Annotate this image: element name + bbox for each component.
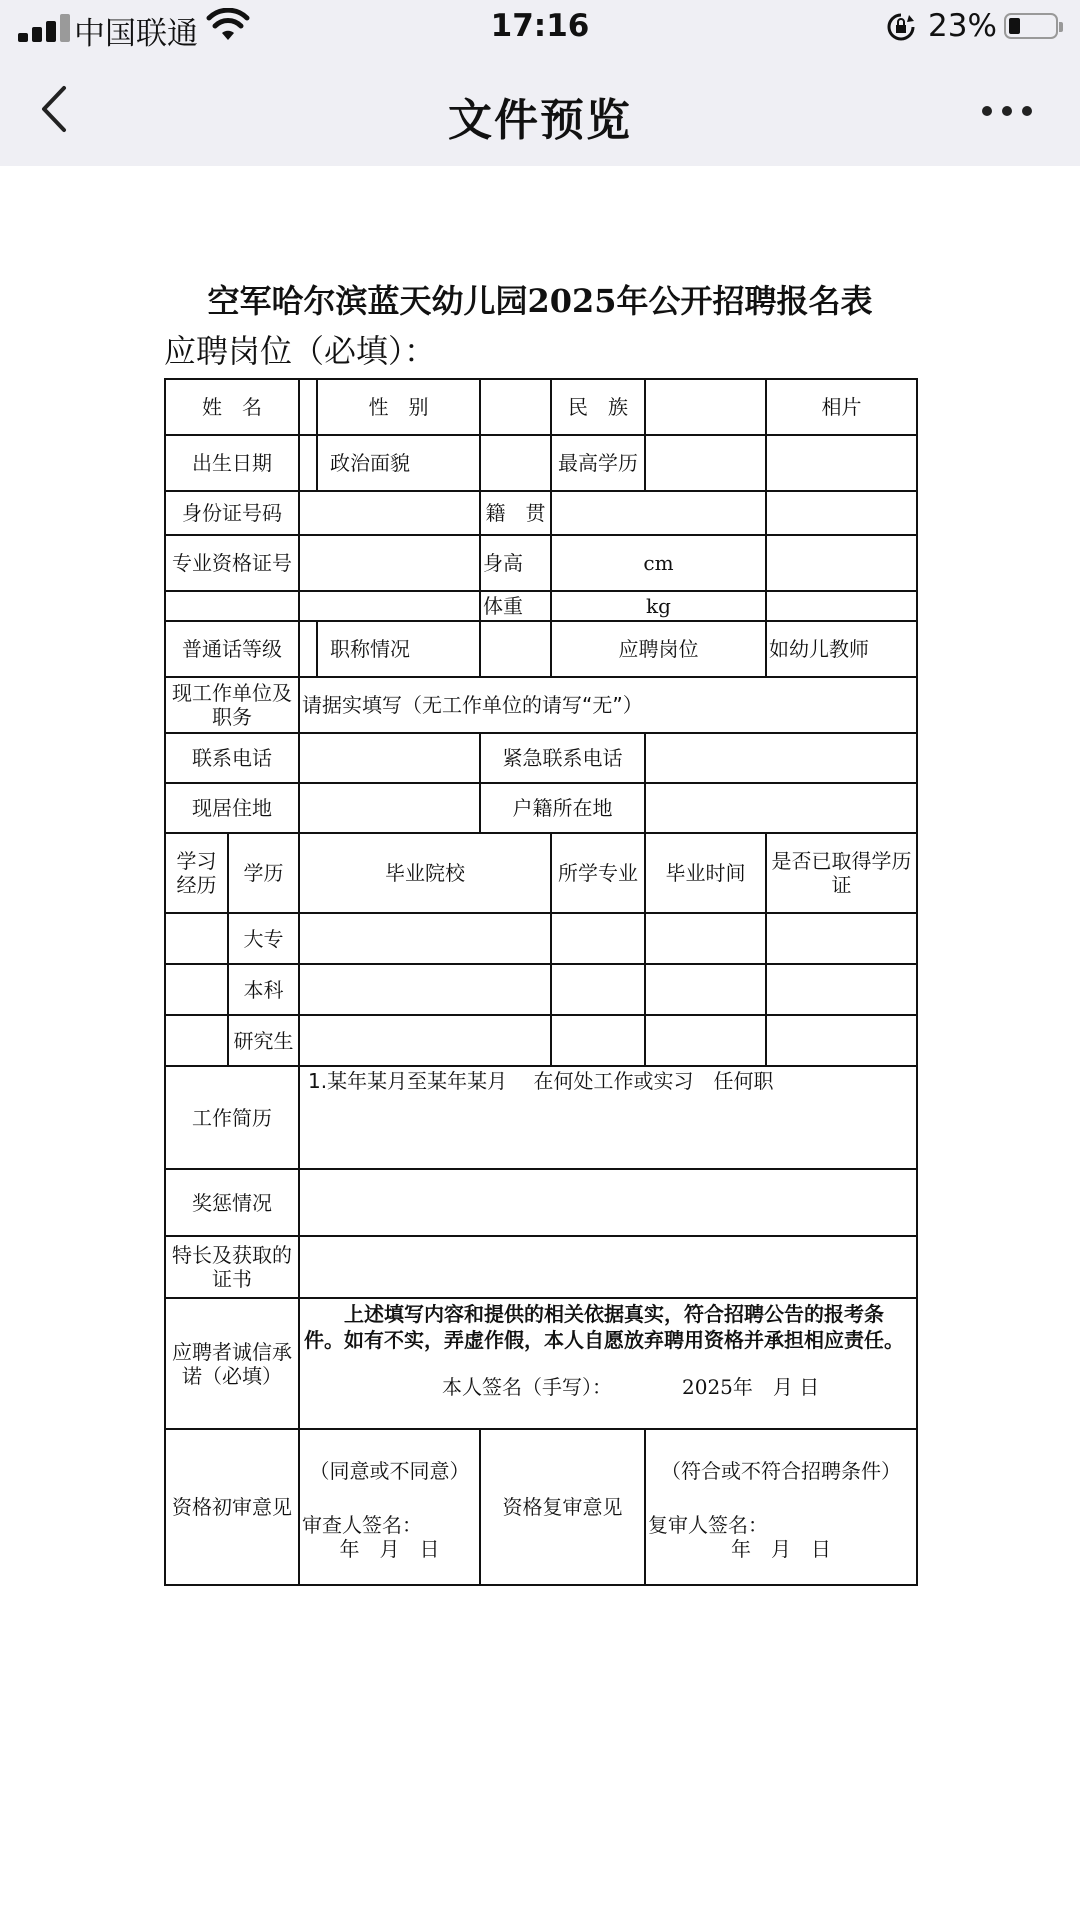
edu-level-label: 研究生 <box>228 1015 299 1066</box>
table-row <box>165 435 917 491</box>
label-hukou: 户籍所在地 <box>480 783 645 833</box>
re-review-hint: （符合或不符合招聘条件） <box>661 1459 901 1483</box>
field-got-cert[interactable] <box>766 913 917 964</box>
label-initial-review: 资格初审意见 <box>165 1429 299 1585</box>
table-row <box>165 379 917 435</box>
label-skills: 特长及获取的证书 <box>165 1236 299 1298</box>
empty-cell <box>165 1015 228 1066</box>
label-gender: 性 别 <box>317 379 480 435</box>
table-row <box>165 1169 917 1236</box>
field-title-status[interactable] <box>480 621 551 677</box>
field-skills[interactable] <box>299 1236 917 1298</box>
label-cert-number: 专业资格证号 <box>165 535 299 591</box>
label-degree: 学历 <box>228 833 299 913</box>
field-native-place[interactable] <box>551 491 766 535</box>
table-row <box>165 783 917 833</box>
empty-cell <box>165 591 299 621</box>
field-hukou[interactable] <box>645 783 917 833</box>
empty-cell <box>766 535 917 591</box>
battery-percent: 23% <box>928 8 997 44</box>
field-id-number[interactable] <box>299 491 480 535</box>
signature-label: 本人签名（手写）： <box>442 1375 612 1399</box>
field-ethnicity[interactable] <box>645 379 766 435</box>
carrier-name: 中国联通 <box>74 16 198 52</box>
re-reviewer-date: 年 月 日 <box>731 1537 831 1561</box>
field-emergency-phone[interactable] <box>645 733 917 783</box>
signature-line <box>302 1375 914 1399</box>
initial-review-hint: （同意或不同意） <box>309 1459 470 1483</box>
re-review-cell[interactable] <box>645 1429 917 1585</box>
field-birth-date[interactable] <box>299 435 317 491</box>
photo-cell[interactable] <box>766 435 917 491</box>
table-row <box>165 1066 917 1169</box>
integrity-pledge-cell[interactable] <box>299 1298 917 1429</box>
label-height: 身高 <box>480 535 551 591</box>
table-row <box>165 621 917 677</box>
table-row <box>165 1429 917 1585</box>
integrity-text: 上述填写内容和提供的相关依据真实，符合招聘公告的报考条件。如有不实，弄虚作假，本人自愿放弃聘用资格并承担相应责任。 <box>304 1302 904 1352</box>
field-got-cert[interactable] <box>766 964 917 1015</box>
label-name: 姓 名 <box>165 379 299 435</box>
signature-date: 2025年 月 日 <box>682 1375 820 1399</box>
label-photo: 相片 <box>766 379 917 435</box>
label-phone: 联系电话 <box>165 733 299 783</box>
label-re-review: 资格复审意见 <box>480 1429 645 1585</box>
table-row <box>165 535 917 591</box>
field-cert-number[interactable] <box>299 535 480 591</box>
label-current-work: 现工作单位及职务 <box>165 677 299 733</box>
label-mandarin: 普通话等级 <box>165 621 299 677</box>
reviewer-date: 年 月 日 <box>339 1537 440 1561</box>
label-got-cert: 是否已取得学历证 <box>766 833 917 913</box>
table-row <box>165 833 917 913</box>
field-major[interactable] <box>551 964 645 1015</box>
field-residence[interactable] <box>299 783 480 833</box>
page-title: 文件预览 <box>448 95 632 146</box>
label-work-history: 工作简历 <box>165 1066 299 1169</box>
position-required-line: 应聘岗位（必填）： <box>164 332 437 370</box>
label-integrity: 应聘者诚信承诺（必填） <box>165 1298 299 1429</box>
re-reviewer-sign-label: 复审人签名： <box>648 1513 768 1537</box>
label-birth-date: 出生日期 <box>165 435 299 491</box>
label-applied-position: 应聘岗位 <box>551 621 766 677</box>
label-political: 政治面貌 <box>317 435 480 491</box>
label-title-status: 职称情况 <box>317 621 480 677</box>
field-gender[interactable] <box>480 379 551 435</box>
document-title: 空军哈尔滨蓝天幼儿园2025年公开招聘报名表 <box>207 282 873 320</box>
applied-position-example[interactable]: 如幼儿教师 <box>766 621 917 677</box>
edu-level-label: 本科 <box>228 964 299 1015</box>
top-bar <box>0 0 1080 166</box>
label-major: 所学专业 <box>551 833 645 913</box>
field-phone[interactable] <box>299 733 480 783</box>
label-school: 毕业院校 <box>299 833 551 913</box>
edu-level-label: 大专 <box>228 913 299 964</box>
table-row <box>165 964 917 1015</box>
label-study-history: 学习经历 <box>165 833 228 913</box>
field-grad-time[interactable] <box>645 1015 766 1066</box>
current-work-hint[interactable]: 请据实填写（无工作单位的请写“无”） <box>299 677 917 733</box>
field-grad-time[interactable] <box>645 964 766 1015</box>
field-school[interactable] <box>299 913 551 964</box>
empty-cell <box>299 591 480 621</box>
field-got-cert[interactable] <box>766 1015 917 1066</box>
label-native-place: 籍 贯 <box>480 491 551 535</box>
battery-icon <box>1004 13 1058 39</box>
application-form-table <box>164 378 918 1586</box>
empty-cell <box>766 591 917 621</box>
more-options-icon[interactable] <box>982 96 1032 126</box>
field-school[interactable] <box>299 964 551 1015</box>
table-row <box>165 491 917 535</box>
field-political[interactable] <box>480 435 551 491</box>
field-school[interactable] <box>299 1015 551 1066</box>
label-awards: 奖惩情况 <box>165 1169 299 1236</box>
work-history-hint[interactable]: 1.某年某月至某年某月 在何处工作或实习 任何职 <box>299 1066 917 1169</box>
label-ethnicity: 民 族 <box>551 379 645 435</box>
field-major[interactable] <box>551 1015 645 1066</box>
label-grad-time: 毕业时间 <box>645 833 766 913</box>
field-name[interactable] <box>299 379 317 435</box>
rotation-lock-icon <box>886 12 916 42</box>
label-residence: 现居住地 <box>165 783 299 833</box>
reviewer-sign-label: 审查人签名： <box>302 1513 422 1537</box>
label-highest-edu: 最高学历 <box>551 435 645 491</box>
table-row <box>165 1298 917 1429</box>
field-highest-edu[interactable] <box>645 435 766 491</box>
label-id-number: 身份证号码 <box>165 491 299 535</box>
empty-cell <box>165 913 228 964</box>
field-height-unit[interactable]: cm <box>551 535 766 591</box>
table-row <box>165 913 917 964</box>
status-time: 17:16 <box>490 8 590 44</box>
field-major[interactable] <box>551 913 645 964</box>
table-row <box>165 733 917 783</box>
table-row <box>165 591 917 621</box>
table-row <box>165 677 917 733</box>
initial-review-cell[interactable] <box>299 1429 480 1585</box>
field-mandarin[interactable] <box>299 621 317 677</box>
table-row <box>165 1236 917 1298</box>
table-row <box>165 1015 917 1066</box>
empty-cell <box>766 491 917 535</box>
field-weight-unit[interactable]: kg <box>551 591 766 621</box>
empty-cell <box>165 964 228 1015</box>
label-emergency-phone: 紧急联系电话 <box>480 733 645 783</box>
field-awards[interactable] <box>299 1169 917 1236</box>
field-grad-time[interactable] <box>645 913 766 964</box>
status-bar <box>0 0 1080 54</box>
label-weight: 体重 <box>480 591 551 621</box>
